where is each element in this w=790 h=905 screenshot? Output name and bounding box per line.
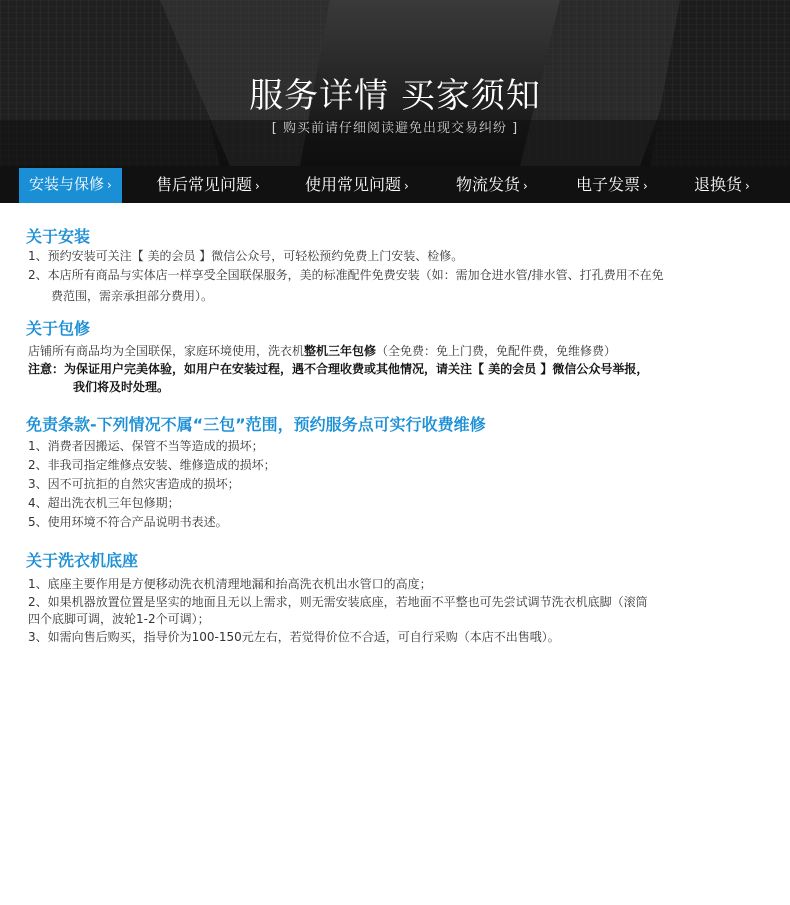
section-heading-exemption: 免责条款-下列情况不属“三包”范围，预约服务点可实行收费维修 bbox=[26, 415, 486, 434]
tab-e-invoice[interactable] bbox=[576, 166, 648, 203]
chevron-right-icon: › bbox=[404, 179, 409, 193]
tab-usage-faq[interactable] bbox=[305, 166, 409, 203]
warranty-line-1 bbox=[28, 342, 616, 361]
warranty-note bbox=[28, 360, 648, 379]
tab-label: 安装与保修 bbox=[29, 175, 105, 193]
exemption-item: 5、使用环境不符合产品说明书表述。 bbox=[28, 515, 228, 529]
note-text: 为保证用户完美体验，如用户在安装过程，遇不合理收费或其他情况，请关注【 美的会员 】微信公众号举报， bbox=[64, 362, 649, 376]
install-line-2: 2、本店所有商品与实体店一样享受全国联保服务，美的标准配件免费安装（如：需加仓进水管/排水管、打孔费用不在免 bbox=[28, 268, 664, 282]
exemption-item: 4、超出洗衣机三年包修期； bbox=[28, 496, 180, 510]
chevron-right-icon: › bbox=[523, 179, 528, 193]
tab-bar bbox=[0, 166, 790, 203]
page-title: 服务详情 买家须知 bbox=[249, 76, 541, 116]
section-heading-warranty: 关于包修 bbox=[26, 319, 91, 338]
page-subtitle: [ 购买前请仔细阅读避免出现交易纠纷 ] bbox=[271, 121, 519, 136]
exemption-item: 1、消费者因搬运、保管不当等造成的损坏； bbox=[28, 439, 264, 453]
exemption-item: 3、因不可抗拒的自然灾害造成的损坏； bbox=[28, 477, 240, 491]
warranty-line-3 bbox=[73, 378, 169, 397]
tab-install-warranty[interactable] bbox=[19, 168, 122, 203]
chevron-right-icon: › bbox=[255, 179, 260, 193]
warranty-text-tail: （全免费：免上门费，免配件费，免维修费） bbox=[376, 344, 617, 358]
warranty-highlight: 整机三年包修 bbox=[304, 344, 377, 358]
tab-label: 物流发货 bbox=[456, 175, 521, 194]
note-label: 注意： bbox=[28, 362, 65, 376]
section-heading-install: 关于安装 bbox=[26, 227, 91, 246]
tab-label: 使用常见问题 bbox=[305, 175, 402, 194]
tab-label: 电子发票 bbox=[576, 175, 641, 194]
tab-after-sales-faq[interactable] bbox=[156, 166, 260, 203]
chevron-right-icon: › bbox=[643, 179, 648, 193]
tab-returns[interactable] bbox=[694, 166, 750, 203]
chevron-right-icon: › bbox=[107, 178, 112, 192]
note-text-continued: 我们将及时处理。 bbox=[73, 380, 170, 394]
install-line-1: 1、预约安装可关注【 美的会员 】微信公众号，可轻松预约免费上门安装、检修。 bbox=[28, 249, 464, 263]
base-item: 1、底座主要作用是方便移动洗衣机清理地漏和抬高洗衣机出水管口的高度； bbox=[28, 577, 432, 591]
tab-label: 退换货 bbox=[694, 175, 743, 194]
exemption-item: 2、非我司指定维修点安装、维修造成的损坏； bbox=[28, 458, 276, 472]
warranty-text: 店铺所有商品均为全国联保，家庭环境使用，洗衣机 bbox=[28, 344, 305, 358]
install-line-3: 费范围，需亲承担部分费用）。 bbox=[51, 289, 214, 303]
tab-logistics[interactable] bbox=[456, 166, 528, 203]
chevron-right-icon: › bbox=[745, 179, 750, 193]
section-heading-base: 关于洗衣机底座 bbox=[26, 551, 139, 570]
base-item: 四个底脚可调，波轮1-2个可调）； bbox=[28, 612, 210, 626]
base-item: 3、如需向售后购买，指导价为100-150元左右，若觉得价位不合适，可自行采购（本店不出售哦）。 bbox=[28, 630, 560, 644]
base-item: 2、如果机器放置位置是坚实的地面且无以上需求，则无需安装底座，若地面不平整也可先尝试调节洗衣机底脚（滚筒 bbox=[28, 595, 648, 609]
tab-label: 售后常见问题 bbox=[156, 175, 253, 194]
